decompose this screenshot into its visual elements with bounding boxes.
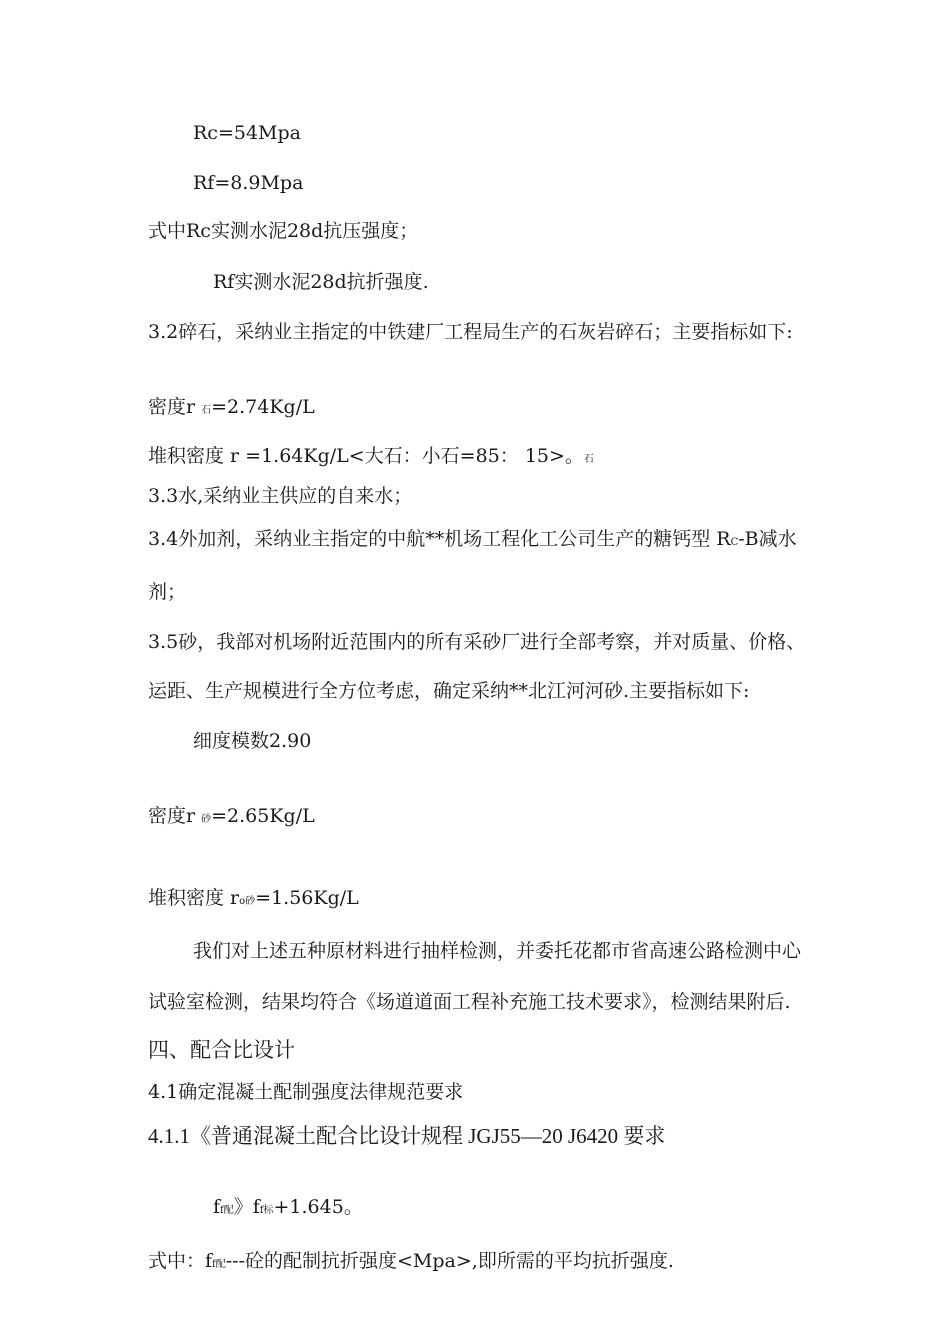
section-3-2: 3.2碎石，采纳业主指定的中铁建厂工程局生产的石灰岩碎石；主要指标如下: — [148, 321, 793, 343]
sand-density-value: =2.65Kg/L — [211, 805, 315, 827]
rf-description: Rf实测水泥28d抗折强度. — [213, 271, 429, 293]
section-3-4-line1 — [148, 527, 797, 555]
section-3-3: 3.3水,采纳业主供应的自来水； — [148, 485, 413, 507]
section-3-5-line2: 运距、生产规模进行全方位考虑，确定采纳**北江河河砂.主要指标如下: — [148, 680, 750, 702]
section-3-4-subscript: C — [730, 537, 739, 548]
formula-mid-subscript: f标 — [259, 1205, 274, 1216]
stone-bulk-density — [148, 444, 594, 472]
sand-density-subscript: 砂 — [201, 814, 212, 825]
formula-mid: 》f — [233, 1196, 260, 1218]
rc-description: 式中Rc实测水泥28d抗压强度； — [148, 220, 419, 242]
section-4-heading: 四、配合比设计 — [148, 1038, 295, 1062]
fineness-modulus: 细度模数2.90 — [193, 730, 312, 752]
sand-bulk-subscript: o砂 — [239, 896, 256, 907]
formula-end: +1.645。 — [273, 1196, 363, 1218]
sand-density — [148, 804, 315, 832]
section-3-4-line2: 剂； — [148, 581, 187, 603]
formula-f: f — [213, 1196, 221, 1218]
stone-bulk-subscript: 石 — [583, 454, 594, 465]
sand-bulk-value: =1.56Kg/L — [255, 887, 359, 909]
section-3-4-text: 3.4外加剂，采纳业主指定的中航**机场工程化工公司生产的糖钙型 R — [148, 528, 731, 550]
paragraph-line1: 我们对上述五种原材料进行抽样检测，并委托花都市省高速公路检测中心 — [193, 940, 802, 962]
rf-value: Rf=8.9Mpa — [193, 172, 304, 194]
where-label: 式中：f — [148, 1250, 213, 1272]
section-3-5-line1: 3.5砂，我部对机场附近范围内的所有采砂厂进行全部考察，并对质量、价格、 — [148, 631, 806, 653]
stone-density — [148, 395, 315, 423]
where-text: ---砼的配制抗折强度<Mpa>,即所需的平均抗折强度. — [225, 1250, 674, 1272]
section-4-1: 4.1确定混凝土配制强度法律规范要求 — [148, 1081, 464, 1103]
sand-bulk-label: 堆积密度 r — [148, 887, 240, 909]
formula — [213, 1195, 363, 1223]
sand-density-label: 密度r — [148, 805, 202, 827]
stone-density-value: =2.74Kg/L — [211, 396, 315, 418]
stone-density-label: 密度r — [148, 396, 202, 418]
rc-value: Rc=54Mpa — [193, 122, 301, 144]
stone-bulk-text: 堆积密度 r =1.64Kg/L<大石：小石=85： 15>。 — [148, 445, 584, 467]
where-clause — [148, 1249, 674, 1277]
sand-bulk-density — [148, 886, 359, 914]
section-3-4-text-end: -B减水 — [738, 528, 797, 550]
where-subscript: f配 — [212, 1259, 226, 1270]
stone-density-subscript: 石 — [201, 405, 212, 416]
formula-f-subscript: f配 — [220, 1205, 234, 1216]
paragraph-line2: 试验室检测，结果均符合《场道道面工程补充施工技术要求》，检测结果附后. — [148, 991, 791, 1013]
section-4-1-1: 4.1.1《普通混凝土配合比设计规程 JGJ55—20 J6420 要求 — [148, 1124, 666, 1148]
